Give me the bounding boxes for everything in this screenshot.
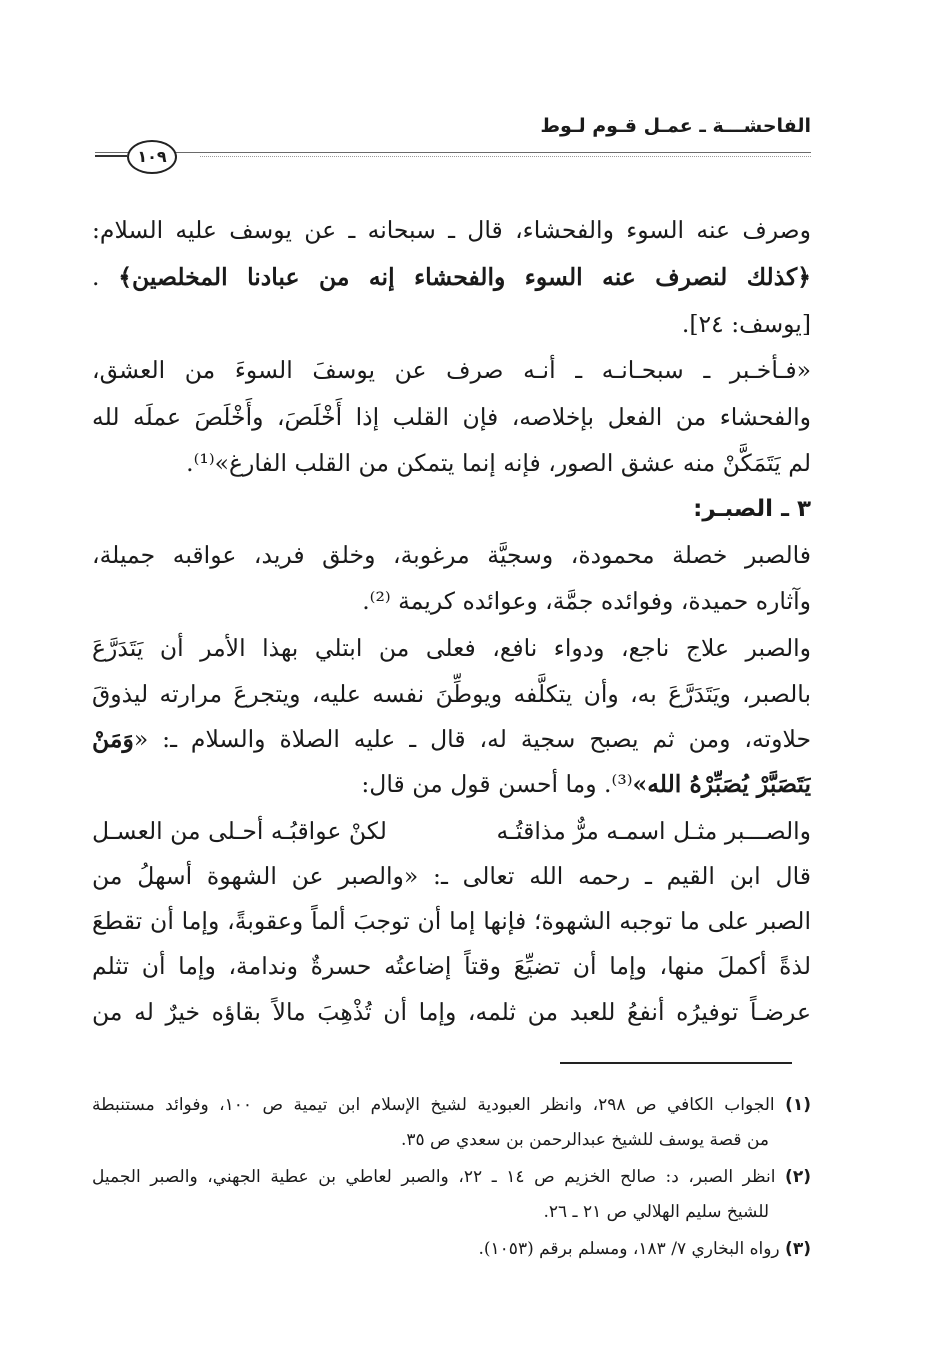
poem-first-hemistich: والصـــبر مثـل اسمـه مرٌّ مذاقتُـه bbox=[496, 817, 811, 845]
line13-text: ⁽³⁾. وما أحسن قول من قال: bbox=[361, 770, 633, 798]
text-line-13 bbox=[92, 762, 811, 806]
poem-verse bbox=[92, 809, 811, 853]
page-number: ١٠٩ bbox=[127, 140, 177, 174]
header-rule bbox=[95, 152, 811, 153]
text-line-1: وصرف عنه السوء والفحشاء، قال ـ سبحانه ـ عن يوسف عليه السلام: bbox=[92, 216, 811, 244]
footnote-3-number: (٣) bbox=[785, 1239, 811, 1259]
footnote-2-text: انظر الصبر، د: صالح الخزيم ص ١٤ ـ ٢٢، والصبر لعاطي بن عطية الجهني، والصبر الجميل bbox=[92, 1167, 776, 1187]
footnote-3 bbox=[92, 1232, 811, 1267]
footnote-1-number: (١) bbox=[785, 1095, 811, 1115]
footnote-2-number: (٢) bbox=[785, 1167, 811, 1187]
text-line-12 bbox=[92, 717, 811, 761]
text-line-8: فالصبر خصلة محمودة، وسجيَّة مرغوبة، وخلق فريد، عواقبه جميلة، bbox=[92, 541, 811, 569]
text-line-4: «فـأخـبر ـ سبحـانـه ـ أنـه صرف عن يوسفَ السوءَ من العشق، bbox=[92, 356, 811, 384]
header-rule-dotted bbox=[200, 156, 811, 157]
footnote-3-text: رواه البخاري ٧/ ١٨٣، ومسلم برقم (١٠٥٣). bbox=[478, 1239, 780, 1259]
hadith-text: يَتَصَبَّرْ يُصَبِّرْهُ الله» bbox=[632, 770, 811, 798]
header-dash bbox=[95, 155, 127, 157]
text-line-9: وآثاره حميدة، وفوائده جمَّة، وعوائده كريمة ⁽²⁾. bbox=[362, 587, 811, 615]
text-line-15: قال ابن القيم ـ رحمه الله تعالى ـ: «والصبر عن الشهوة أسهلُ من bbox=[92, 862, 811, 890]
text-line-2 bbox=[92, 255, 811, 299]
line12-text: حلاوته، ومن ثم يصبح سجية له، قال ـ عليه الصلاة والسلام ـ: « bbox=[133, 725, 811, 753]
hadith-start: وَمَنْ bbox=[92, 725, 134, 753]
text-line-10: والصبر علاج ناجع، ودواء نافع، فعلى من ابتلي بهذا الأمر أن يَتَدَرَّعَ bbox=[92, 634, 811, 662]
footnote-2 bbox=[92, 1160, 811, 1195]
text-line-17: لذةً أكملَ منها، وإما أن تضيِّعَ وقتاً إضاعتُه حسرةٌ وندامة، وإما أن تثلم bbox=[92, 952, 811, 980]
text-line-11: بالصبر، ويَتَدَرَّعَ به، وأن يتكلَّفه ويوطِّنَ نفسه عليه، ويتجرعَ مرارته ليذوقَ bbox=[92, 680, 811, 708]
section-heading: ٣ ـ الصبـر: bbox=[693, 496, 811, 522]
text-line-16: الصبر على ما توجبه الشهوة؛ فإنها إما أن توجبَ ألماً وعقوبةً، وإما أن تقطعَ bbox=[92, 907, 811, 935]
verse-end: . bbox=[92, 263, 100, 291]
footnote-1 bbox=[92, 1088, 811, 1123]
footnote-1-text: الجواب الكافي ص ٢٩٨، وانظر العبودية لشيخ الإسلام ابن تيمية ص ١٠٠، وفوائد مستنبطة bbox=[92, 1095, 775, 1115]
footnote-rule bbox=[560, 1062, 792, 1064]
text-line-5: والفحشاء من الفعل بإخلاصه، فإن القلب إذا أَخْلَصَ، وأَخْلَصَ عملَه لله bbox=[92, 403, 811, 431]
verse-reference: [يوسف: ٢٤]. bbox=[681, 310, 811, 338]
footnote-1-cont: من قصة يوسف للشيخ عبدالرحمن بن سعدي ص ٣٥. bbox=[400, 1130, 769, 1150]
poem-second-hemistich: لكنْ عواقبُـه أحـلى من العسـل bbox=[92, 817, 387, 845]
footnote-2-cont: للشيخ سليم الهلالي ص ٢١ ـ ٢٦. bbox=[543, 1202, 769, 1222]
text-line-18: عرضـاً توفيرُه أنفعُ للعبد من ثلمه، وإما أن تُذْهِبَ مالاً بقاؤه خيرٌ له من bbox=[92, 998, 811, 1026]
running-title: الفاحشـــة ـ عمـل قـوم لـوط bbox=[540, 115, 811, 137]
text-line-6: لم يَتَمَكَّنْ منه عشق الصور، فإنه إنما يتمكن من القلب الفارغ»⁽¹⁾. bbox=[186, 449, 811, 477]
quran-verse: ﴿كذلك لنصرف عنه السوء والفحشاء إنه من عبادنا المخلصين﴾ bbox=[118, 263, 811, 291]
